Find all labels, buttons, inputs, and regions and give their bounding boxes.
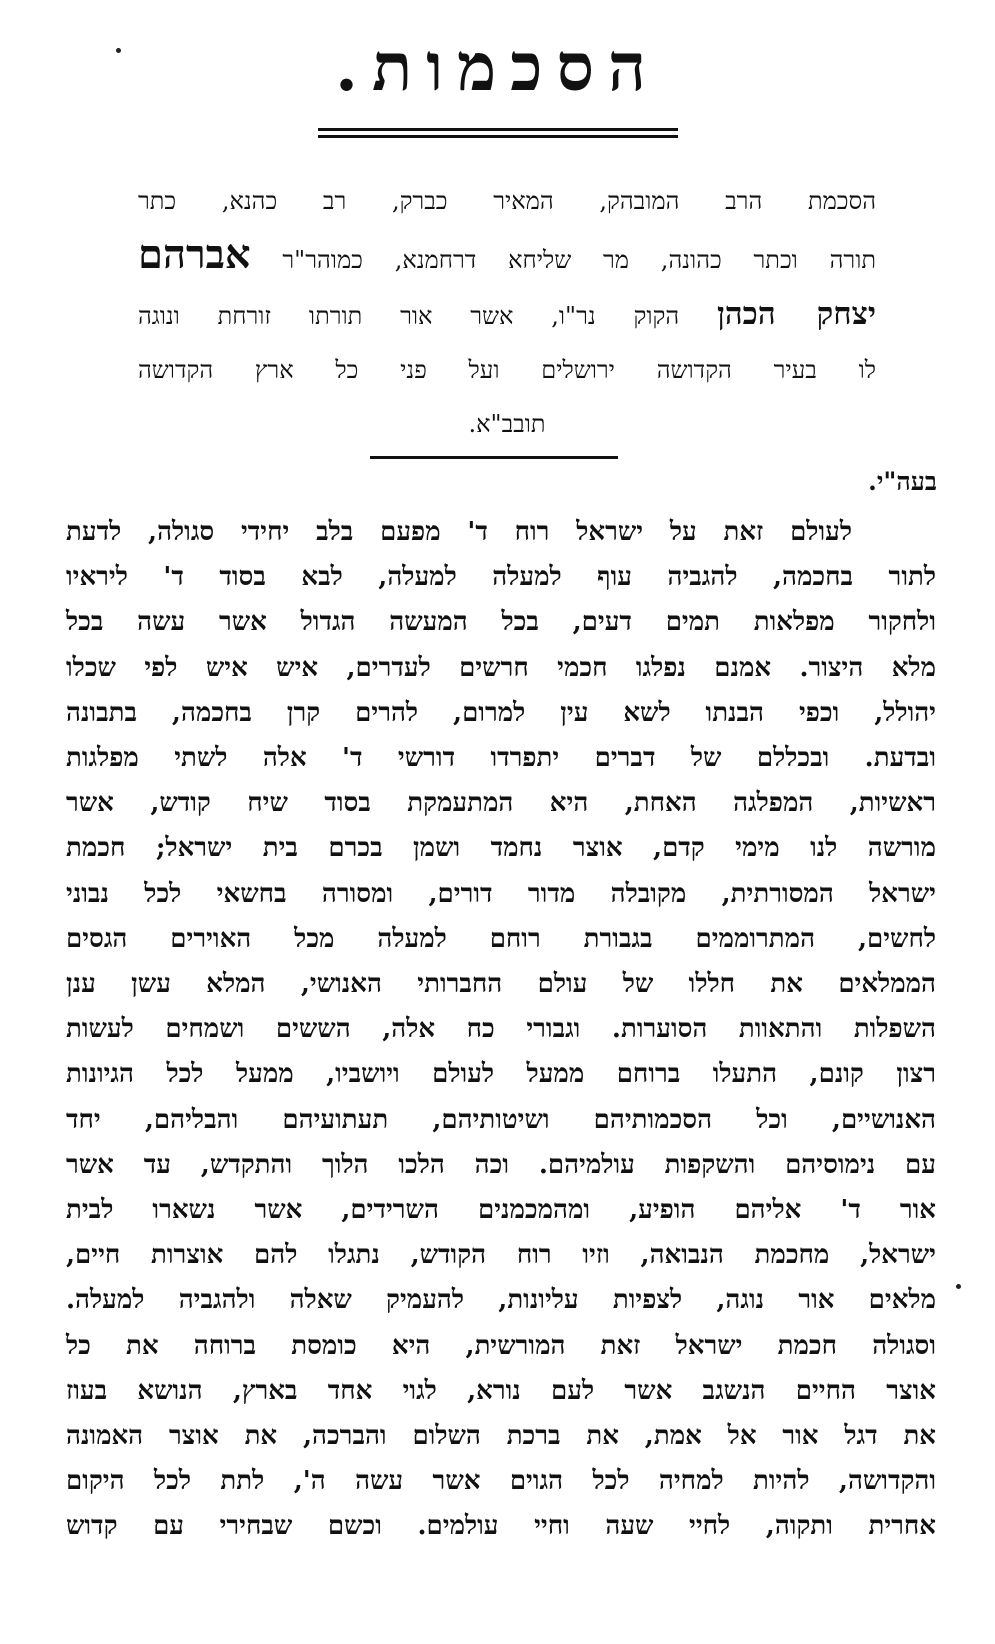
body-line: השפלות והתאוות הסוערות. וגבורי כח אלה, הששים ושמחים לעשות xyxy=(66,1014,936,1045)
intro-line-2-text: תורה וכתר כהונה, מר שליחא דרחמנא, כמוהר"ר xyxy=(282,246,876,274)
body-line: והקדושה, להיות למחיה לכל הגוים אשר עשה ה', לתת לכל היקום xyxy=(66,1466,936,1497)
body-line: ישראל המסורתית, מקובלה מדור דורים, ומסורה בחשאי לכל נבוני xyxy=(66,878,936,909)
body-line: רצון קונם, התעלו ברוחם ממעל לעולם ויושביו, ממעל לכל הגיונות xyxy=(66,1059,936,1090)
intro-line-3-text: הקוק נר"ו, אשר אור תורתו זורחת ונוגה xyxy=(138,302,680,330)
rabbi-name-continuation: יצחק הכהן xyxy=(716,296,876,332)
body-line: אחרית ותקוה, לחיי שעה וחיי עולמים. וכשם שבחירי עם קדוש xyxy=(66,1511,936,1542)
body-line: עם נימוסיהם והשקפות עולמיהם. וכה הלכו הלוך והתקדש, עד אשר xyxy=(66,1149,936,1180)
section-divider xyxy=(370,456,618,459)
speck xyxy=(956,1284,961,1289)
intro-line-1: הסכמת הרב המובהק, המאיר כברק, רב כהנא, כתר xyxy=(138,187,876,215)
intro-line-5: תובב"א. xyxy=(468,410,546,438)
body-line: הממלאים את חללו של עולם החברותי האנושי, המלא עשן ענן xyxy=(66,969,936,1000)
body-line: את דגל אור אל אמת, את ברכת השלום והברכה, את אוצר האמונה xyxy=(66,1421,936,1452)
opening-invocation: בעה"י. xyxy=(868,467,937,496)
body-line: לתור בחכמה, להגביה עוף למעלה למעלה, לבא בסוד ד' ליראיו xyxy=(66,562,936,593)
title-rule-top xyxy=(318,128,678,131)
speck xyxy=(116,48,121,53)
intro-line-2 xyxy=(138,228,876,287)
approbation-heading xyxy=(138,174,876,451)
body-line: מלאים אור נוגה, לצפיות עליונות, להעמיק שאלה ולהגביה למעלה. xyxy=(66,1285,936,1316)
body-line: ראשיות, המפלגה האחת, היא המתעמקת בסוד שיח קודש, אשר xyxy=(66,788,936,819)
body-line: ולחקור מפלאות תמים דעים, בכל המעשה הגדול אשר עשה בכל xyxy=(66,607,936,638)
body-line: ובדעת. ובכללם של דברים יתפרדו דורשי ד' אלה לשתי מפלגות xyxy=(66,743,936,774)
body-line: יהולל, וכפי הבנתו לשא עין למרום, להרים קרן בחכמה, בתבונה xyxy=(66,697,937,728)
rabbi-first-name: אברהם xyxy=(138,231,251,278)
body-line: אוצר החיים הנשגב אשר לעם נורא, לגוי אחד בארץ, הנושא בעוז xyxy=(66,1375,936,1406)
body-line: וסגולה חכמת ישראל זאת המורשית, היא כומסת ברוחה את כל xyxy=(66,1330,936,1361)
title-rule-bottom xyxy=(318,135,678,138)
intro-line-4: לו בעיר הקדושה ירושלים ועל פני כל ארץ הקדושה xyxy=(138,356,876,384)
body-line: אור ד' אליהם הופיע, ומהמכמנים השרידים, אשר נשארו לבית xyxy=(66,1195,936,1226)
body-line: האנושיים, וכל הסכמותיהם ושיטותיהם, תעתועיהם והבליהם, יחד xyxy=(66,1104,936,1135)
approbation-body xyxy=(66,510,936,1550)
body-line: מלא היצור. אמנם נפלגו חכמי חרשים לעדרים, איש איש לפי שכלו xyxy=(66,652,936,683)
intro-line-3 xyxy=(138,287,876,343)
body-line: ישראל, מחכמת הנבואה, וזיו רוח הקודש, נתגלו להם אוצרות חיים, xyxy=(66,1240,936,1271)
page-title: הסכמות. xyxy=(334,28,660,106)
body-line: לחשים, המתרוממים בגבורת רוחם למעלה מכל האוירים הגסים xyxy=(66,923,936,954)
body-line: לעולם זאת על ישראל רוח ד' מפעם בלב יחידי סגולה, לדעת xyxy=(66,517,852,547)
body-line: מורשה לנו מימי קדם, אוצר נחמד ושמן בכרם בית ישראל; חכמת xyxy=(66,833,936,864)
